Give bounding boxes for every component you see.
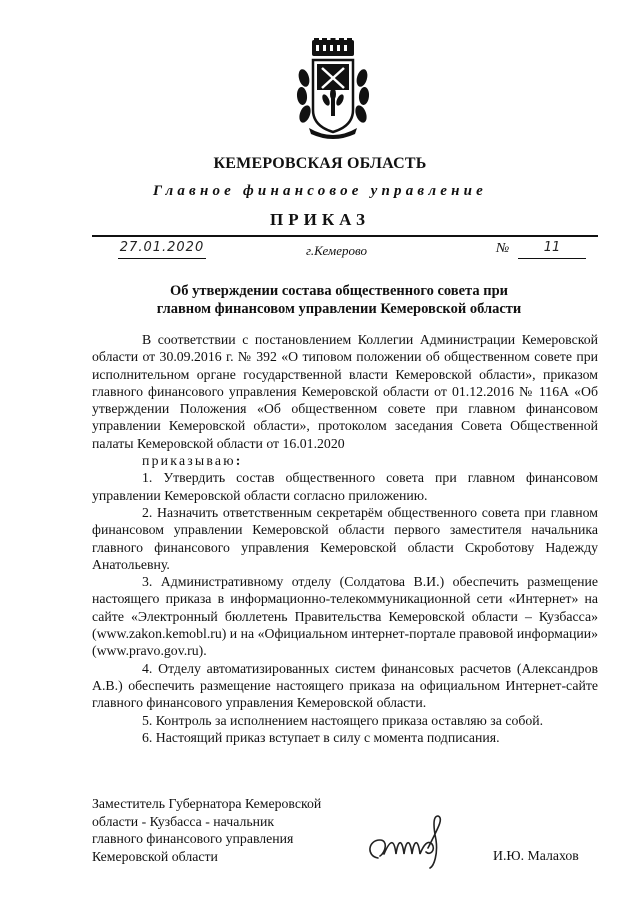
order-item-4: 4. Отделу автоматизированных систем финансовых расчетов (Александров А.В.) обеспечить размещение настоящего приказа на официальном Интернет-сайте главного финансового управления Кемеровской области. [92,660,598,711]
handwritten-signature-icon [358,810,468,870]
title-line-2: главном финансовом управлении Кемеровской области [156,301,522,317]
header-divider [92,235,598,237]
order-word: приказываю [142,453,236,469]
signatory-name: И.Ю. Малахов [493,848,579,863]
coat-of-arms-icon [295,38,371,142]
signatory-position-line: Кемеровской области [92,848,218,864]
order-item-5: 5. Контроль за исполнением настоящего приказа оставляю за собой. [142,712,544,728]
order-item-2: 2. Назначить ответственным секретарём общественного совета при главном финансовом управлении Кемеровской области первого заместителя начальника главного финансового управления Кемеровской области Скроботову Надежду Анатольевну. [92,504,598,572]
order-word-line [92,452,598,469]
order-item-3: 3. Административному отделу (Солдатова В.И.) обеспечить размещение настоящего приказа в информационно-телекоммуникационной сети «Интернет» на сайте «Электронный бюллетень Правительства Кемеровской области – Кузбасса» (www.zakon.kemobl.ru) и на «Официальном интернет-портале правовой информации» (www.pravo.gov.ru). [92,574,598,659]
department-name: Главное финансовое управление [152,183,487,199]
order-city: г.Кемерово [306,243,367,258]
order-item-1: 1. Утвердить состав общественного совета при главном финансовом управлении Кемеровской области согласно приложению. [92,470,598,503]
title-line-1: Об утверждении состава общественного совета при [170,283,508,299]
document-type: ПРИКАЗ [270,210,370,229]
document-body [92,331,598,746]
preamble-paragraph: В соответствии с постановлением Коллегии Администрации Кемеровской области от 30.09.2016 г. № 392 «О типовом положении об общественном совете при исполнительном органе государственной власти Кемеровской области», приказом главного финансового управления Кемеровской области от 01.12.2016 № 116А «Об утверждении Положения «Об общественном совете при главном финансовом управлении Кемеровской области», протоколом заседания Совета Общественной палаты Кемеровской области от 16.01.2020 [92,332,598,451]
order-item-6: 6. Настоящий приказ вступает в силу с момента подписания. [142,729,500,745]
order-number-label: № [496,241,510,256]
order-date: 27.01.2020 [118,240,206,259]
organization-name: КЕМЕРОВСКАЯ ОБЛАСТЬ [213,155,427,172]
order-number: 11 [518,240,586,259]
order-colon: : [235,453,243,469]
signatory-position-line: Заместитель Губернатора Кемеровской [92,796,322,811]
document-title [92,282,586,318]
signatory-position-line: главного финансового управления [92,831,294,846]
signatory-position-line: области - Кузбасса - начальник [92,813,275,829]
signatory-position [92,795,372,865]
